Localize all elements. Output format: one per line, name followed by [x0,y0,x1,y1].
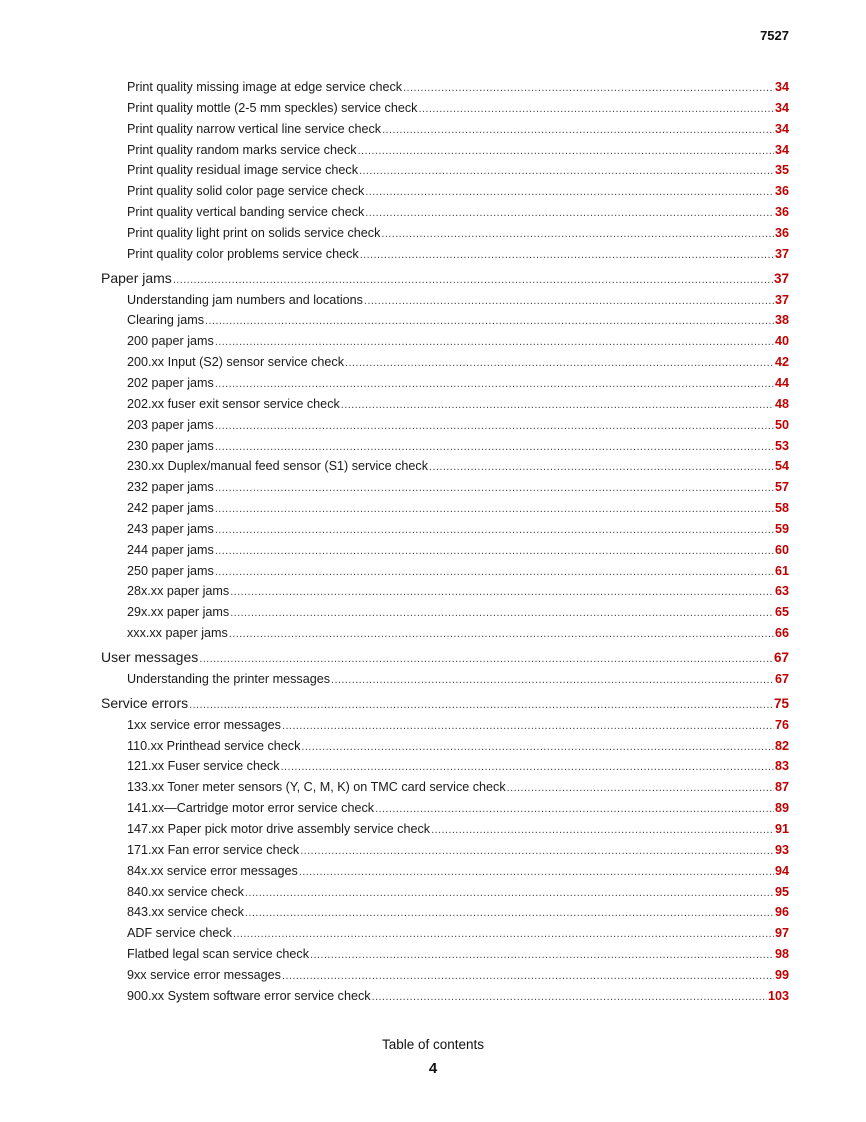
toc-entry-title: 900.xx System software error service check [127,988,371,1003]
footer-page-number: 4 [428,1060,438,1077]
toc-entry[interactable] [101,756,789,777]
toc-entry[interactable] [101,986,789,1007]
toc-entry-title: Print quality missing image at edge service check [127,80,403,94]
toc-dot-leader [245,883,774,903]
toc-dot-leader [341,395,774,415]
toc-entry[interactable] [101,623,789,644]
toc-entry-page-link[interactable]: 48 [774,396,789,411]
toc-entry-title: Understanding jam numbers and locations [127,292,363,307]
toc-entry-title: 84x.xx service error messages [127,863,298,878]
footer-section-label: Table of contents [381,1037,485,1052]
toc-entry[interactable] [101,140,789,161]
toc-entry[interactable] [101,223,789,244]
toc-entry-page-link[interactable]: 38 [774,313,789,328]
toc-entry-page-link[interactable]: 67 [773,649,789,665]
toc-entry-page-link[interactable]: 34 [774,121,789,136]
toc-entry-page-link[interactable]: 91 [774,822,789,836]
toc-dot-leader [281,757,774,777]
toc-entry[interactable] [101,777,789,798]
toc-entry-page-link[interactable]: 76 [774,717,789,732]
toc-entry-title: Clearing jams [127,313,204,328]
toc-dot-leader [245,903,774,923]
toc-dot-leader [375,799,774,819]
toc-entry-page-link[interactable]: 87 [774,780,789,795]
toc-entry-title: Print quality solid color page service check [127,184,365,199]
toc-entry-page-link[interactable]: 95 [774,884,789,899]
toc-dot-leader [331,670,774,690]
toc-entry-page-link[interactable]: 99 [774,967,789,982]
toc-dot-leader [507,778,774,798]
toc-entry-title: 843.xx service check [127,905,244,920]
toc-entry-page-link[interactable]: 36 [774,184,789,199]
toc-entry-page-link[interactable]: 53 [774,438,789,453]
toc-entry[interactable] [101,181,789,202]
toc-entry-title: User messages [101,648,199,665]
toc-entry-title: Print quality random marks service check [127,142,357,157]
toc-entry-page-link[interactable]: 34 [774,100,789,115]
toc-entry-page-link[interactable]: 75 [773,695,789,711]
toc-section-entry[interactable] [101,645,789,669]
toc-entry[interactable] [101,602,789,623]
toc-dot-leader [229,624,774,644]
toc-entry-page-link[interactable]: 34 [774,80,789,94]
toc-entry[interactable] [101,840,789,861]
toc-dot-leader [189,693,773,715]
toc-dot-leader [215,562,774,582]
toc-entry[interactable] [101,923,789,944]
toc-entry-title: Service errors [101,694,189,711]
toc-entry-title: 29x.xx paper jams [127,605,230,620]
toc-dot-leader [365,203,774,223]
toc-entry-title: Print quality color problems service check [127,246,359,261]
toc-entry-title: Print quality light print on solids service check [127,225,381,240]
toc-entry-title: 147.xx Paper pick motor drive assembly service check [127,822,431,836]
toc-entry-title: 840.xx service check [127,884,244,899]
toc-entry-title: 1xx service error messages [127,717,281,732]
toc-entry-title: ADF service check [127,926,232,941]
toc-dot-leader [230,603,774,623]
toc-entry-page-link[interactable]: 65 [774,605,789,620]
toc-entry[interactable] [101,715,789,736]
toc-entry-page-link[interactable]: 66 [774,626,789,641]
toc-entry[interactable] [101,415,789,436]
toc-entry-title: 232 paper jams [127,480,214,495]
toc-entry[interactable] [101,819,789,840]
toc-entry-page-link[interactable]: 35 [774,163,789,178]
toc-dot-leader [365,182,774,202]
toc-entry-page-link[interactable]: 42 [774,355,789,370]
toc-dot-leader [215,499,774,519]
toc-entry-page-link[interactable]: 58 [774,501,789,516]
toc-dot-leader [301,737,774,757]
toc-entry-title: 243 paper jams [127,521,214,536]
toc-entry-page-link[interactable]: 93 [774,842,789,857]
toc-entry-page-link[interactable]: 61 [774,563,789,578]
toc-dot-leader [205,311,774,331]
toc-entry-title: 9xx service error messages [127,967,281,982]
toc-dot-leader [381,224,774,244]
toc-section-entry[interactable] [101,266,789,290]
toc-entry-title: 202.xx fuser exit sensor service check [127,396,340,411]
toc-entry-title: Understanding the printer messages [127,671,331,686]
toc-entry[interactable] [101,736,789,757]
toc-dot-leader [403,78,774,98]
toc-entry[interactable] [101,77,789,98]
toc-entry[interactable] [101,944,789,965]
toc-entry-title: Print quality residual image service check [127,163,358,178]
toc-entry-title: Print quality vertical banding service check [127,205,365,220]
toc-entry-title: Print quality narrow vertical line service check [127,121,382,136]
toc-entry-page-link[interactable]: 54 [774,459,789,474]
toc-entry-title: 244 paper jams [127,542,214,557]
toc-entry[interactable] [101,965,789,986]
toc-entry-page-link[interactable]: 37 [774,292,789,307]
toc-dot-leader [360,245,774,265]
toc-section-entry[interactable] [101,691,789,715]
toc-dot-leader [310,945,774,965]
toc-entry[interactable] [101,436,789,457]
toc-dot-leader [215,416,774,436]
toc-entry-page-link[interactable]: 63 [774,584,789,599]
toc-entry-page-link[interactable]: 103 [767,988,789,1003]
toc-dot-leader [230,582,774,602]
toc-dot-leader [299,862,774,882]
toc-dot-leader [358,141,774,161]
toc-entry-page-link[interactable]: 36 [774,205,789,220]
toc-entry[interactable] [101,477,789,498]
toc-entry[interactable] [101,861,789,882]
toc-entry-title: 121.xx Fuser service check [127,759,280,774]
toc-entry[interactable] [101,669,789,690]
toc-dot-leader [300,841,774,861]
toc-dot-leader [215,520,774,540]
toc-entry[interactable] [101,498,789,519]
toc-entry-page-link[interactable]: 44 [774,375,789,390]
toc-dot-leader [282,716,774,736]
toc-entry-title: Paper jams [101,269,172,286]
toc-dot-leader [431,820,774,840]
toc-entry-page-link[interactable]: 37 [774,246,789,261]
document-model-number: 7527 [760,28,789,43]
toc-entry[interactable] [101,352,789,373]
toc-entry[interactable] [101,119,789,140]
toc-entry-title: 200 paper jams [127,334,214,349]
toc-entry-page-link[interactable]: 98 [774,947,789,962]
toc-entry-title: 230 paper jams [127,438,214,453]
toc-entry[interactable] [101,98,789,119]
toc-entry-page-link[interactable]: 96 [774,905,789,920]
toc-entry[interactable] [101,519,789,540]
toc-dot-leader [215,332,774,352]
toc-dot-leader [418,99,774,119]
toc-entry[interactable] [101,798,789,819]
toc-entry-title: 141.xx—Cartridge motor error service check [127,801,375,816]
toc-dot-leader [233,924,774,944]
toc-entry-page-link[interactable]: 40 [774,334,789,349]
toc-entry[interactable] [101,882,789,903]
toc-dot-leader [345,353,774,373]
toc-dot-leader [215,374,774,394]
toc-dot-leader [364,291,774,311]
toc-dot-leader [372,987,767,1007]
toc-entry[interactable] [101,202,789,223]
toc-entry-title: Print quality mottle (2-5 mm speckles) service check [127,100,418,115]
toc-entry[interactable] [101,373,789,394]
toc-dot-leader [282,966,774,986]
toc-entry-page-link[interactable]: 60 [774,542,789,557]
toc-entry[interactable] [101,160,789,181]
toc-entry-page-link[interactable]: 83 [774,759,789,774]
toc-entry-title: 28x.xx paper jams [127,584,230,599]
toc-entry-title: 110.xx Printhead service check [127,738,301,753]
toc-dot-leader [215,478,774,498]
toc-entry-title: 171.xx Fan error service check [127,842,300,857]
toc-entry[interactable] [101,331,789,352]
toc-entry[interactable] [101,290,789,311]
toc-entry-page-link[interactable]: 67 [774,671,789,686]
toc-dot-leader [215,541,774,561]
toc-dot-leader [173,268,773,290]
toc-entry-page-link[interactable]: 89 [774,801,789,816]
table-of-contents [101,77,789,1007]
toc-entry-page-link[interactable]: 82 [774,738,789,753]
toc-entry[interactable] [101,310,789,331]
toc-entry-page-link[interactable]: 97 [774,926,789,941]
toc-entry[interactable] [101,394,789,415]
toc-entry-page-link[interactable]: 57 [774,480,789,495]
toc-entry-page-link[interactable]: 37 [773,270,789,286]
toc-dot-leader [215,437,774,457]
toc-entry-title: xxx.xx paper jams [127,626,228,641]
toc-entry-page-link[interactable]: 34 [774,142,789,157]
toc-dot-leader [429,457,774,477]
toc-entry-title: 250 paper jams [127,563,214,578]
toc-entry-page-link[interactable]: 36 [774,225,789,240]
toc-entry[interactable] [101,902,789,923]
toc-entry-title: 133.xx Toner meter sensors (Y, C, M, K) on TMC card service check [127,780,506,795]
toc-dot-leader [199,647,773,669]
toc-entry[interactable] [101,561,789,582]
toc-entry[interactable] [101,244,789,265]
toc-entry[interactable] [101,456,789,477]
toc-entry[interactable] [101,581,789,602]
toc-entry-title: 242 paper jams [127,501,214,516]
toc-entry-page-link[interactable]: 94 [774,863,789,878]
toc-dot-leader [359,161,774,181]
toc-entry-page-link[interactable]: 59 [774,521,789,536]
toc-entry-title: 230.xx Duplex/manual feed sensor (S1) service check [127,459,428,474]
toc-entry[interactable] [101,540,789,561]
toc-entry-title: Flatbed legal scan service check [127,947,310,962]
toc-dot-leader [382,120,774,140]
toc-entry-title: 203 paper jams [127,417,214,432]
toc-entry-title: 202 paper jams [127,375,214,390]
toc-entry-page-link[interactable]: 50 [774,417,789,432]
toc-entry-title: 200.xx Input (S2) sensor service check [127,355,344,370]
